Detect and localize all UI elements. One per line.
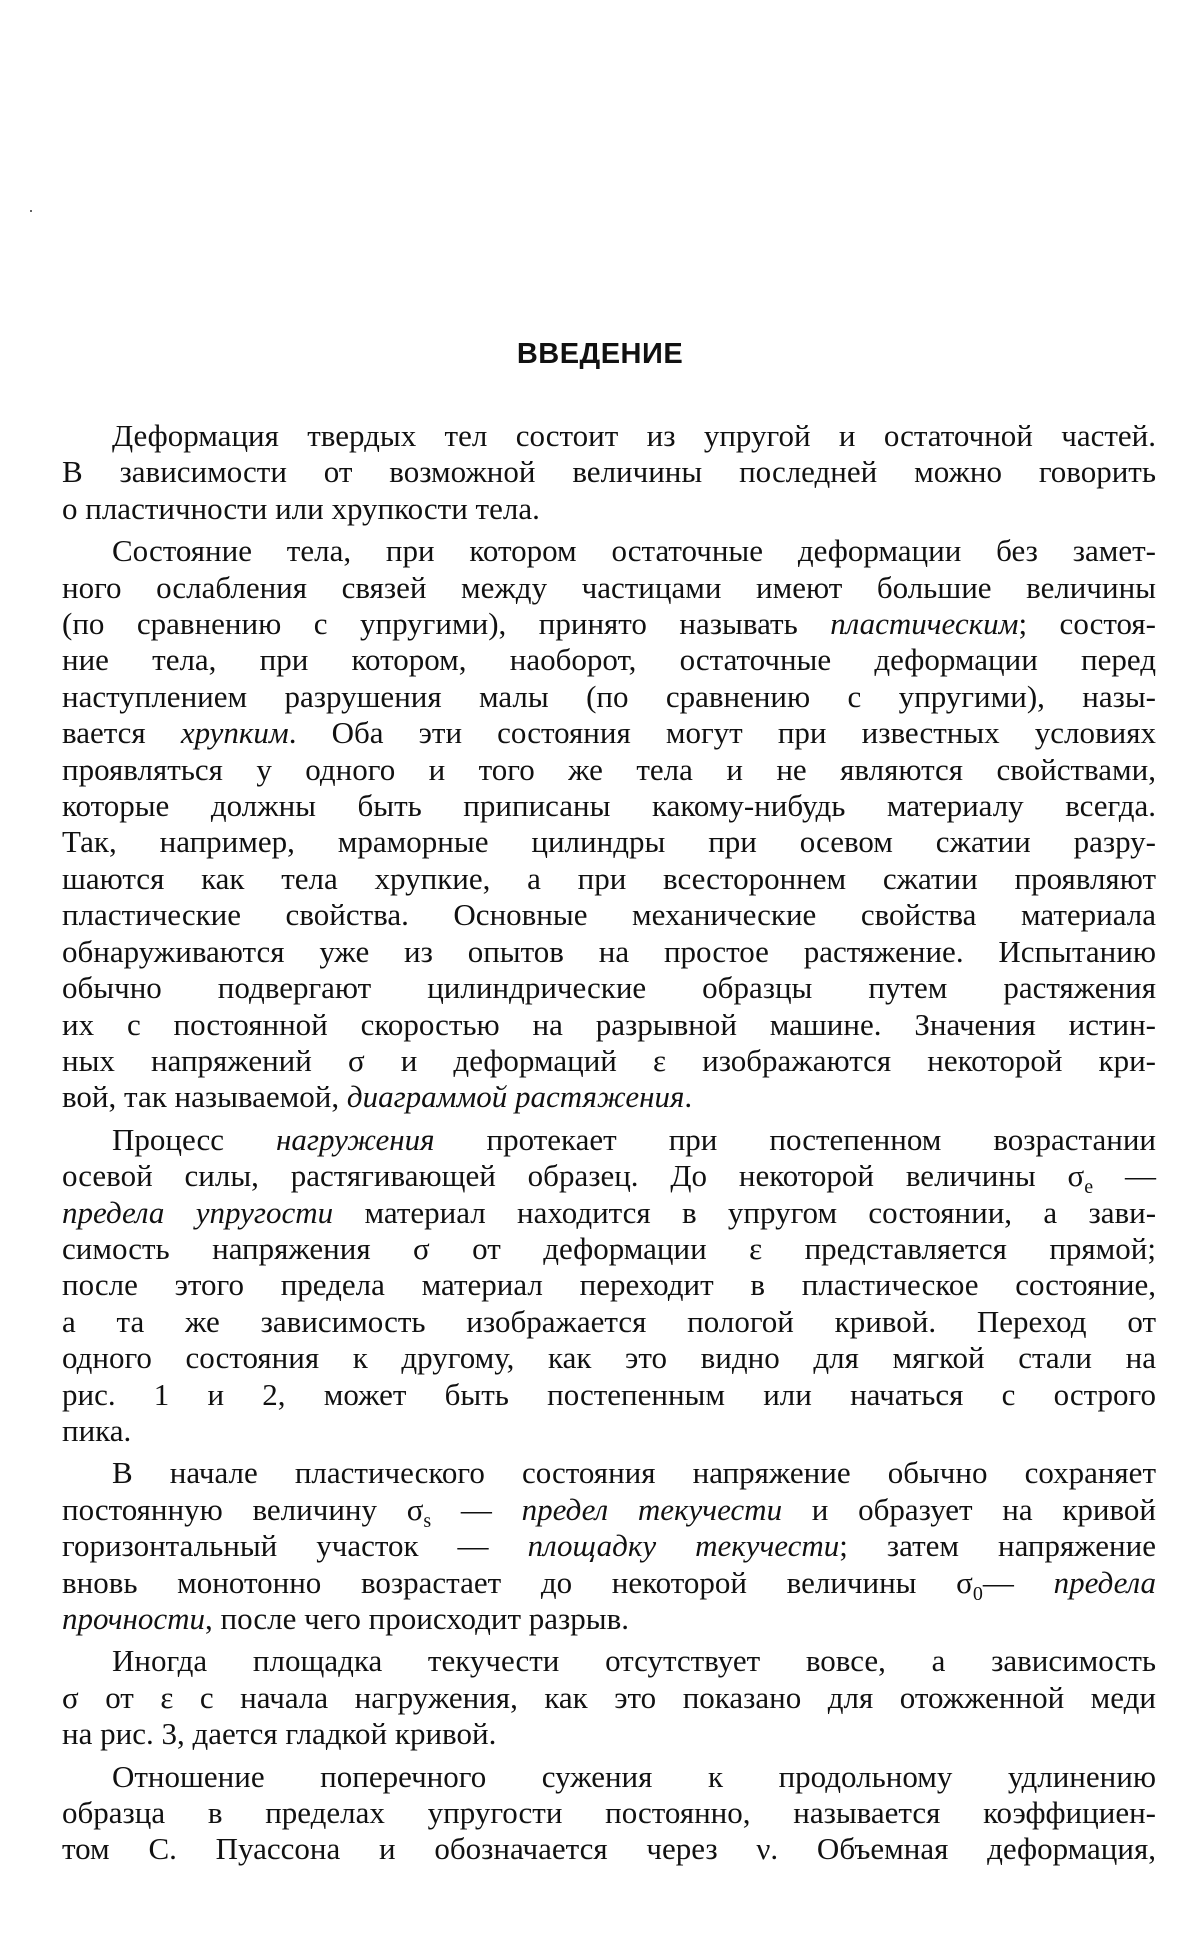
text-line <box>62 1267 1156 1303</box>
italic-term: предел текучести <box>521 1491 783 1527</box>
text-segment: материал находится в упругом состоянии, а зави- <box>333 1194 1157 1230</box>
text-line <box>62 1007 1156 1043</box>
text-line <box>62 1377 1156 1413</box>
text-line <box>62 715 1156 751</box>
text-line <box>62 418 1156 454</box>
subscript: s <box>423 1509 432 1532</box>
text-line <box>62 533 1156 569</box>
text-line <box>62 1528 1156 1564</box>
text-line <box>62 934 1156 970</box>
text-segment: том С. Пуассона и обозначается через ν. Объемная деформация, <box>62 1831 1156 1867</box>
paragraph <box>62 1455 1156 1637</box>
text-line <box>62 1680 1156 1716</box>
text-segment: после этого предела материал переходит в пластическое состояние, <box>62 1267 1156 1303</box>
text-segment: протекает при постепенном возрастании <box>434 1121 1157 1157</box>
text-line <box>62 642 1156 678</box>
text-segment: обычно подвергают цилиндрические образцы путем растяжения <box>62 970 1156 1006</box>
text-segment: образца в пределах упругости постоянно, называется коэффициен- <box>62 1795 1156 1831</box>
text-segment: ; затем напряжение <box>839 1528 1156 1564</box>
text-line <box>62 606 1156 642</box>
text-segment: Процесс <box>112 1121 277 1157</box>
text-segment: а та же зависимость изображается пологой кривой. Переход от <box>62 1303 1156 1339</box>
paragraph <box>62 1759 1156 1868</box>
text-line <box>62 1413 1156 1449</box>
text-line <box>62 491 1156 527</box>
text-segment: , после чего происходит разрыв. <box>205 1601 629 1636</box>
text-segment: Иногда площадка текучести отсутствует вовсе, а зависимость <box>112 1643 1156 1679</box>
paragraph <box>62 533 1156 1116</box>
text-line <box>62 570 1156 606</box>
text-segment: — <box>431 1491 522 1527</box>
text-segment: — <box>982 1564 1054 1600</box>
italic-term: пластическим <box>830 606 1019 642</box>
text-segment: вается <box>62 715 181 751</box>
italic-term: предела <box>1053 1564 1157 1600</box>
text-segment: Состояние тела, при котором остаточные деформации без замет- <box>112 533 1156 569</box>
text-segment: В начале пластического состояния напряжение обычно сохраняет <box>112 1455 1156 1491</box>
text-segment: горизонтальный участок — <box>62 1528 528 1564</box>
text-line <box>62 1340 1156 1376</box>
text-line <box>62 1759 1156 1795</box>
text-line <box>62 1043 1156 1079</box>
text-line <box>62 679 1156 715</box>
paragraph <box>62 418 1156 527</box>
text-segment: Деформация твердых тел состоит из упругой и остаточной частей. <box>112 418 1156 453</box>
text-line <box>62 752 1156 788</box>
text-segment: осевой силы, растягивающей образец. До некоторой величины σ <box>62 1158 1085 1194</box>
text-line <box>62 970 1156 1006</box>
text-line <box>62 454 1156 490</box>
text-line <box>62 1122 1156 1158</box>
text-line <box>62 1304 1156 1340</box>
text-segment: шаются как тела хрупкие, а при всестороннем сжатии проявляют <box>62 860 1156 896</box>
text-line <box>62 1158 1157 1199</box>
text-segment: вновь монотонно возрастает до некоторой величины σ <box>62 1564 973 1600</box>
text-segment: В зависимости от возможной величины последней можно говорить <box>62 454 1156 490</box>
text-line <box>62 1564 1157 1605</box>
paragraph <box>62 1122 1156 1450</box>
text-segment: постоянную величину σ <box>62 1491 424 1527</box>
text-segment: — <box>1093 1158 1157 1194</box>
body-text <box>62 418 1156 1874</box>
text-line <box>62 1195 1156 1231</box>
text-line <box>62 1455 1156 1491</box>
text-segment: одного состояния к другому, как это видно для мягкой стали на <box>62 1340 1156 1376</box>
subscript: e <box>1084 1176 1094 1199</box>
text-line <box>62 1795 1156 1831</box>
text-segment: наступлением разрушения малы (по сравнению с упругими), назы- <box>62 678 1156 714</box>
text-line <box>62 1231 1156 1267</box>
text-line <box>62 1643 1156 1679</box>
text-segment: и образует на кривой <box>782 1491 1156 1527</box>
text-segment: . <box>684 1079 693 1115</box>
text-segment: которые должны быть приписаны какому-нибудь материалу всегда. <box>62 788 1156 824</box>
text-segment: (по сравнению с упругими), принято называть <box>62 606 831 642</box>
italic-term: предела упругости <box>62 1194 334 1230</box>
scan-speck <box>30 210 32 212</box>
italic-term: площадку текучести <box>527 1528 840 1564</box>
italic-term: диаграммой растяжения <box>346 1079 685 1115</box>
text-line <box>62 1716 1156 1752</box>
text-segment: σ от ε с начала нагружения, как это показано для отожженной меди <box>62 1679 1156 1715</box>
italic-term: хрупким <box>180 715 289 751</box>
subscript: 0 <box>972 1582 983 1605</box>
text-segment: Так, например, мраморные цилиндры при осевом сжатии разру- <box>62 824 1156 860</box>
text-segment: на рис. 3, дается гладкой кривой. <box>62 1716 497 1752</box>
italic-term: нагружения <box>276 1121 435 1157</box>
text-segment: проявляться у одного и того же тела и не являются свойствами, <box>62 751 1156 787</box>
text-segment: о пластичности или хрупкости тела. <box>62 490 540 526</box>
text-line <box>62 1601 1156 1637</box>
text-line <box>62 1831 1156 1867</box>
text-segment: симость напряжения σ от деформации ε представляется прямой; <box>62 1230 1156 1266</box>
text-segment: ние тела, при котором, наоборот, остаточные деформации перед <box>62 642 1156 678</box>
text-segment: обнаруживаются уже из опытов на простое растяжение. Испытанию <box>62 933 1156 969</box>
text-line <box>62 897 1156 933</box>
text-segment: их с постоянной скоростью на разрывной машине. Значения истин- <box>62 1006 1156 1042</box>
text-segment: . Оба эти состояния могут при известных условиях <box>288 715 1156 751</box>
text-segment: ных напряжений σ и деформаций ε изображаются некоторой кри- <box>62 1042 1156 1078</box>
text-line <box>62 1079 1156 1115</box>
text-line <box>62 1491 1156 1532</box>
text-segment: рис. 1 и 2, может быть постепенным или начаться с острого <box>62 1376 1156 1412</box>
text-segment: пика. <box>62 1412 132 1448</box>
text-segment: ного ослабления связей между частицами имеют большие величины <box>62 569 1156 605</box>
text-segment: пластические свойства. Основные механические свойства материала <box>62 897 1156 933</box>
text-segment: вой, так называемой, <box>62 1079 347 1115</box>
paragraph <box>62 1643 1156 1752</box>
chapter-title: ВВЕДЕНИЕ <box>516 338 684 370</box>
text-line <box>62 824 1156 860</box>
text-segment: Отношение поперечного сужения к продольному удлинению <box>112 1758 1156 1794</box>
italic-term: прочности <box>62 1601 206 1636</box>
text-line <box>62 861 1156 897</box>
text-segment: ; состоя- <box>1018 606 1156 642</box>
text-line <box>62 788 1156 824</box>
